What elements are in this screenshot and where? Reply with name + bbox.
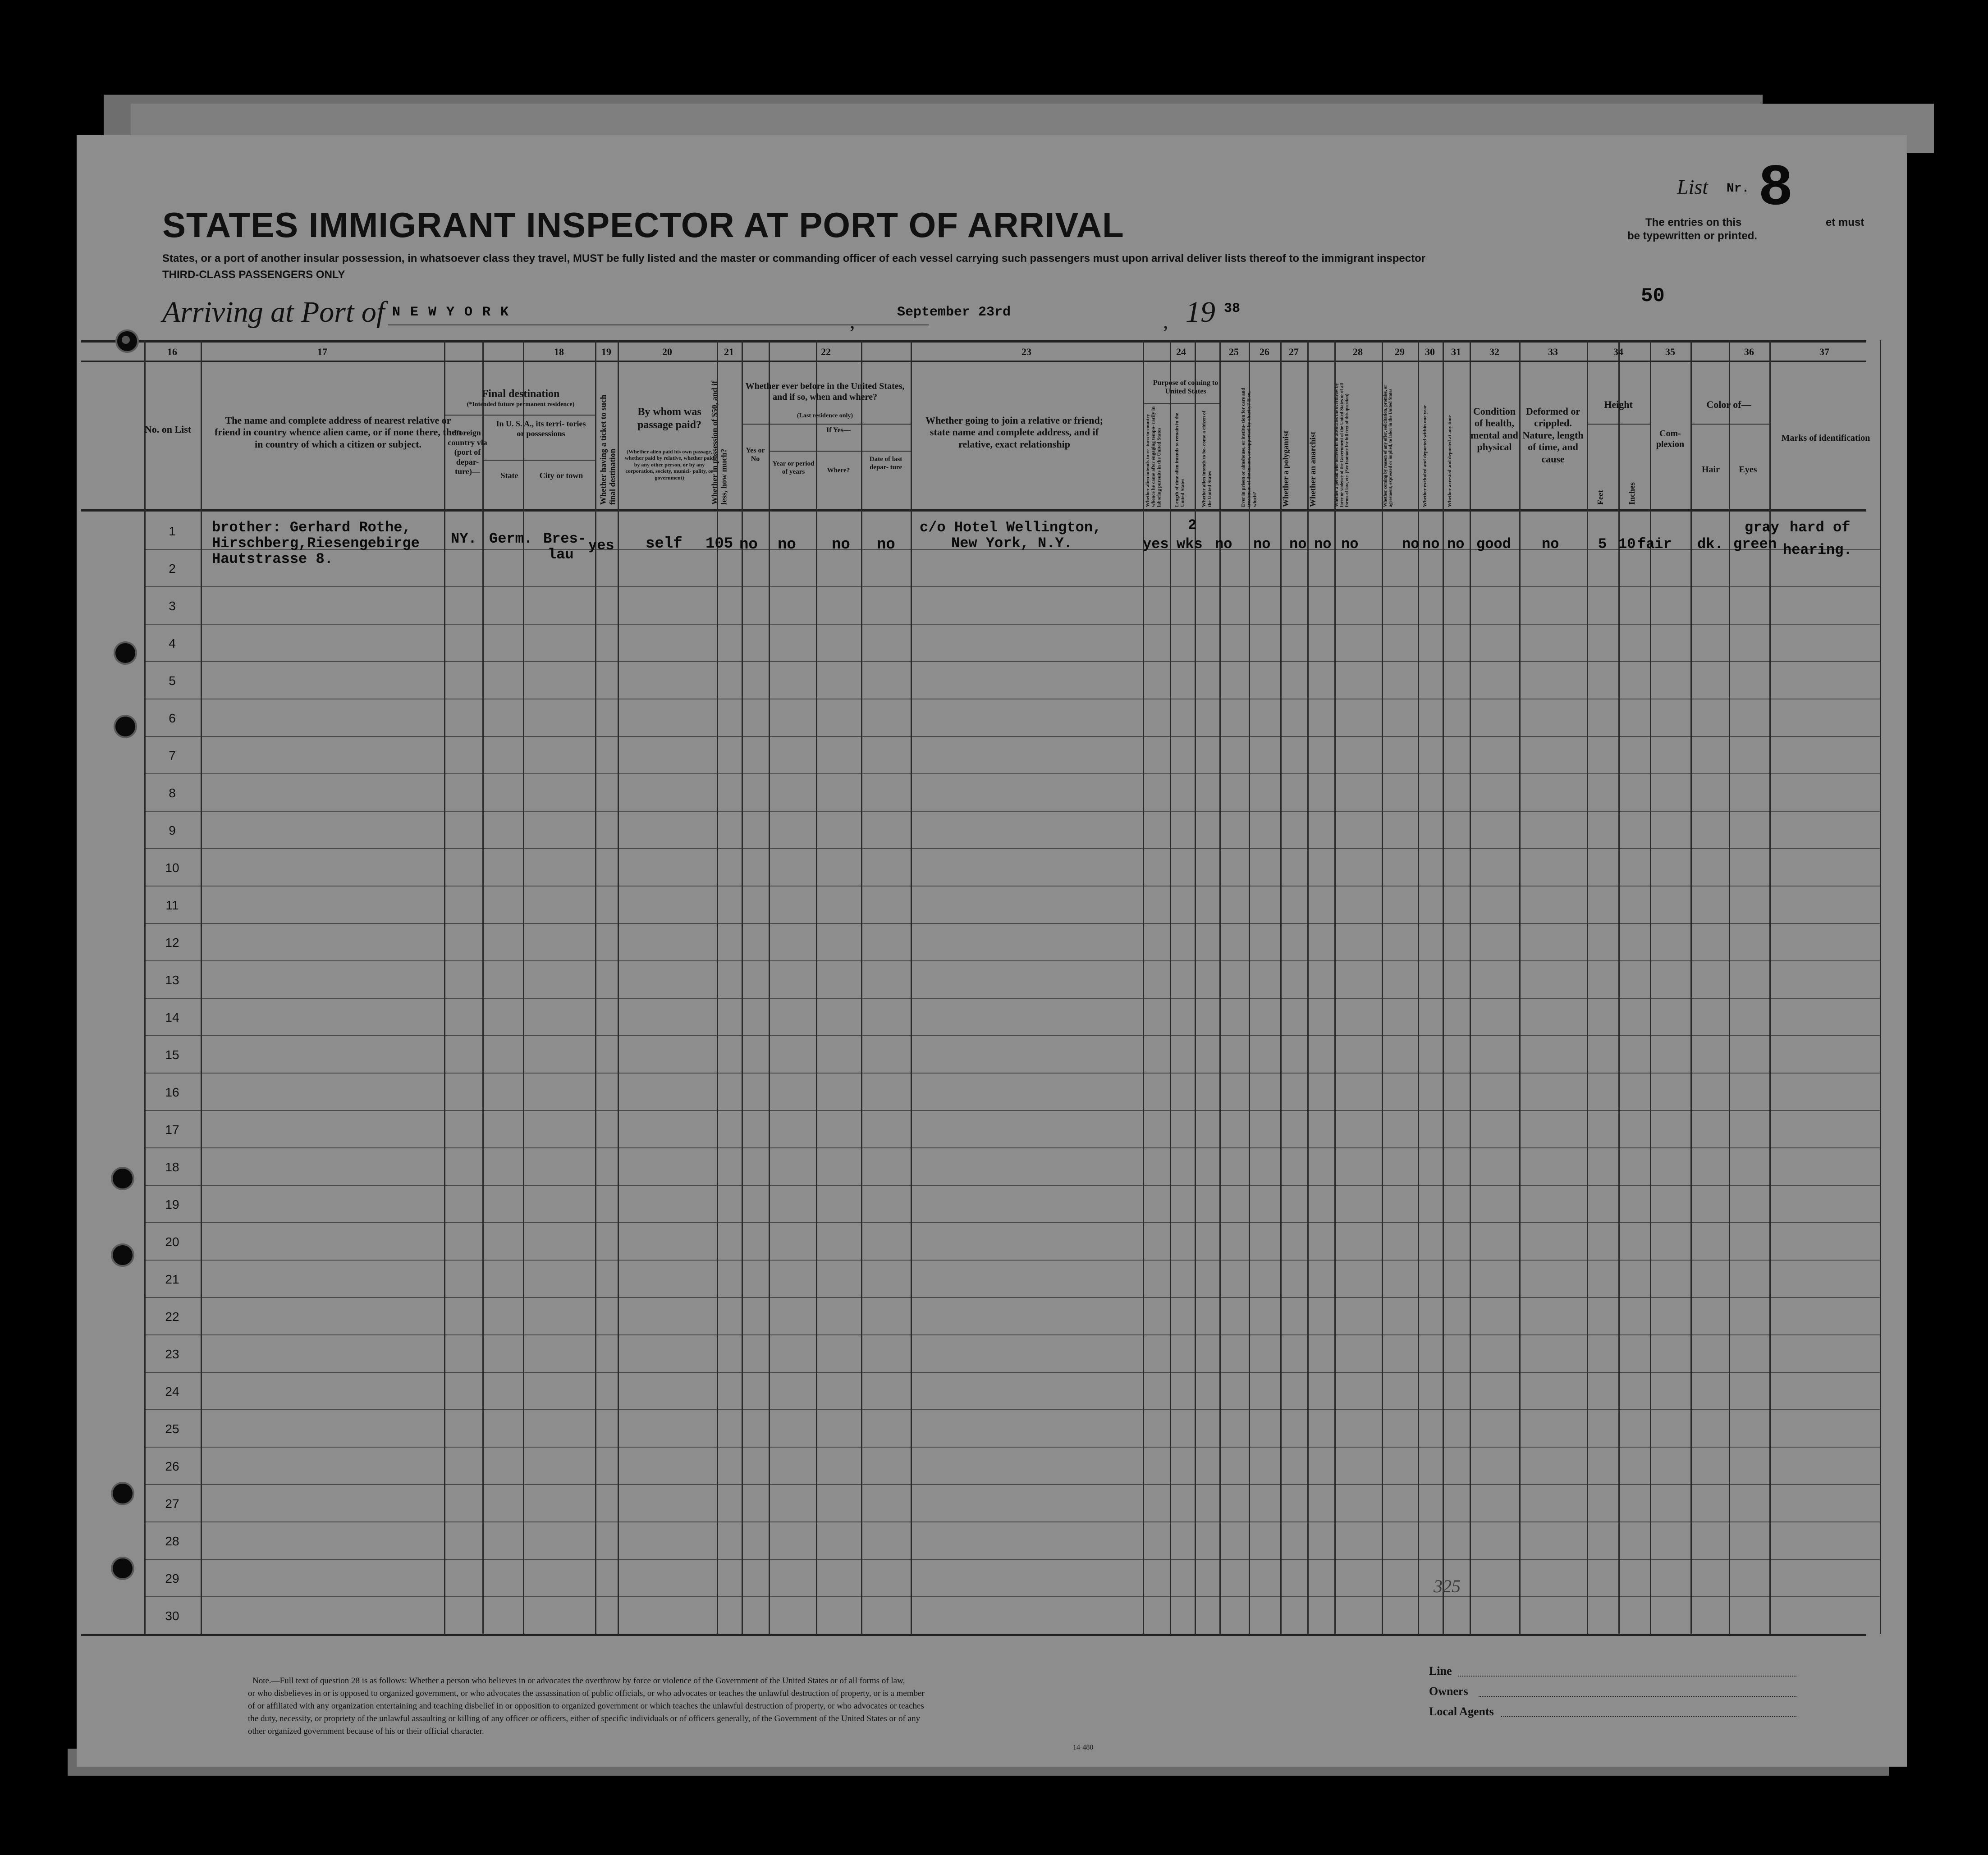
entry-health: good (1476, 536, 1511, 553)
column-number: 17 (317, 346, 327, 357)
column-line (816, 340, 817, 1634)
col36-header: Color of— (1706, 399, 1751, 410)
row-number: 27 (165, 1497, 179, 1511)
column-number: 37 (1819, 346, 1829, 357)
row-number: 11 (165, 898, 179, 912)
entry-inches: 10 (1618, 536, 1636, 553)
column-number: 16 (167, 346, 177, 357)
entry-marks-line2: hearing. (1783, 542, 1852, 558)
col22-ifyes: If Yes— (826, 426, 851, 434)
comma-2: , (1163, 310, 1168, 333)
row-number: 25 (165, 1422, 179, 1436)
col25-header: Ever in prison or almshouse, or institu- tion for care and treatment of the insane, or supported by charity? If so, which? (1241, 388, 1258, 507)
col21-header: Whether in possession of $50, and if less, how much? (710, 380, 728, 505)
col20-header: By whom was passage paid? (637, 406, 702, 431)
col31-header: Whether arrested and deported at any time (1447, 415, 1452, 507)
entry-foreign-via: NY. (451, 530, 477, 547)
column-line (1418, 340, 1419, 1634)
column-number: 20 (662, 346, 672, 357)
column-line (911, 340, 912, 1634)
column-number: 21 (724, 346, 734, 357)
subheader-rule (482, 460, 595, 461)
entries-note-3: be typewritten or printed. (1627, 230, 1758, 242)
entry-citizen: no (1215, 536, 1232, 553)
binder-hole (115, 643, 135, 663)
row-number: 7 (169, 749, 176, 763)
column-number: 32 (1489, 346, 1499, 357)
form-code: 14-480 (1073, 1744, 1094, 1751)
entry-date-departure: no (877, 536, 895, 553)
row-number: 16 (165, 1085, 179, 1099)
column-line (1382, 340, 1383, 1634)
subheader-rule (769, 451, 911, 452)
column-line (1880, 340, 1881, 1634)
column-line (144, 340, 146, 1634)
column-line (1280, 340, 1282, 1634)
form-sheet (77, 135, 1907, 1767)
column-line (1249, 340, 1250, 1634)
column-line (1618, 340, 1620, 1634)
column-line (1143, 340, 1144, 1634)
entry-money: 105 (705, 535, 733, 553)
col18-subheader: (*Intended future permanent residence) (467, 401, 575, 408)
row-number: 23 (165, 1347, 179, 1361)
column-number: 34 (1613, 346, 1623, 357)
col34-header: Height (1604, 399, 1633, 410)
col28-header: Whether a person who believes in or advocates the overthrow by force or violence of the Government of the United States or of all forms of law, etc. (See footnote for full text of this question) (1334, 383, 1350, 507)
col34-inches: Inches (1627, 482, 1636, 505)
col22-where: Where? (827, 467, 850, 474)
column-line (201, 340, 202, 1634)
entry-join-line1: c/o Hotel Wellington, (920, 519, 1102, 536)
entry-relative-line2: Hirschberg,Riesengebirge (212, 535, 420, 552)
port-value: N E W Y O R K (392, 305, 510, 320)
row-number: 12 (165, 936, 179, 950)
entry-complexion: fair (1637, 536, 1672, 553)
table-bottom-rule (81, 1634, 1866, 1636)
margin-pencil-mark: 325 (1434, 1576, 1461, 1596)
footer-owners-label: Owners (1429, 1685, 1468, 1698)
entry-marks-line1: hard of (1790, 519, 1851, 536)
column-number: 36 (1744, 346, 1754, 357)
footer-note-line1: Note.—Full text of question 28 is as follows: Whether a person who believes in or advocates the overthrow by force or violence of the Government of the United States or of all forms of law, (252, 1676, 905, 1686)
column-number: 25 (1229, 346, 1239, 357)
col18-foreign: Foreign country via (port of depar- ture)— (448, 428, 487, 476)
column-number: 23 (1021, 346, 1031, 357)
footer-owners-underline (1479, 1696, 1796, 1698)
row-number: 1 (169, 524, 176, 538)
entry-year-period: no (778, 536, 796, 553)
col18-city: City or town (539, 471, 583, 480)
entry-purpose-return: yes (1143, 536, 1169, 553)
col22-yesno: Yes or No (746, 447, 765, 463)
row-number: 26 (165, 1459, 179, 1473)
row-number: 13 (165, 973, 179, 987)
binder-hole (122, 336, 130, 344)
year-suffix: 38 (1224, 301, 1241, 316)
list-label: List (1677, 175, 1709, 198)
column-line (1334, 340, 1336, 1634)
entry-paid-by: self (646, 535, 683, 553)
col18-state: State (500, 471, 518, 480)
col29-header: Whether coming by reason of any offer, solicitation, promise, or agreement, expressed or implied, to labor in the United States (1383, 384, 1393, 507)
column-number: 30 (1425, 346, 1435, 357)
entry-anarchist: no (1314, 536, 1332, 553)
col18-header: Final destination (481, 388, 560, 400)
entry-length-top: 2 (1188, 517, 1197, 534)
col24-header: Purpose of coming to United States (1153, 379, 1218, 396)
footer-note-line5: other organized government because of his or their official character. (248, 1727, 484, 1736)
column-line (1587, 340, 1588, 1634)
entry-eyes: green (1733, 536, 1777, 553)
subheader-rule (1690, 424, 1769, 425)
row-number: 22 (165, 1310, 179, 1324)
column-line (1650, 340, 1651, 1634)
column-line (769, 340, 770, 1634)
col17-header: The name and complete address of nearest relative or friend in country whence alien came, or if none there, then in country of which a citizen or subject. (215, 415, 462, 450)
list-nr-label: Nr. (1727, 182, 1750, 196)
footer-note-line3: of or affiliated with any organization entertaining and teaching disbelief in or opposition to organized government or which teaches the unlawful destruction of property, or who advocates or teaches (248, 1701, 924, 1711)
row-number: 19 (165, 1197, 179, 1211)
entry-eyes-top: gray (1745, 519, 1779, 536)
column-line (1195, 340, 1196, 1634)
row-number: 18 (165, 1160, 179, 1174)
header-bottom-rule (81, 509, 1866, 512)
col22-subheader: (Last residence only) (797, 412, 853, 419)
column-number: 35 (1665, 346, 1675, 357)
row-number: 8 (169, 786, 176, 800)
col20-subheader: (Whether alien paid his own passage, whether paid by relative, whether paid by any other person, or by any corporation, society, munici- pality, or government) (624, 448, 714, 481)
column-number: 24 (1176, 346, 1186, 357)
entry-excluded: no (1422, 536, 1440, 553)
row-number: 6 (169, 711, 176, 725)
col33-header: Deformed or crippled. Nature, length of time, and cause (1522, 406, 1584, 465)
row-number: 9 (169, 823, 176, 837)
col32-header: Condition of health, mental and physical (1470, 406, 1518, 453)
col26-header: Whether a polygamist (1281, 430, 1290, 507)
entry-join-line2: New York, N.Y. (951, 535, 1072, 552)
comma-1: , (850, 310, 855, 333)
column-line (1170, 340, 1171, 1634)
binder-hole (115, 717, 135, 736)
column-number: 22 (821, 346, 831, 357)
col34-feet: Feet (1596, 490, 1605, 505)
entry-deformed: no (1542, 536, 1559, 553)
form-title: STATES IMMIGRANT INSPECTOR AT PORT OF ARRIVAL (162, 205, 1124, 245)
column-number: 29 (1395, 346, 1405, 357)
table-top-rule (81, 340, 1866, 343)
row-number: 30 (165, 1609, 179, 1623)
entries-note-1: The entries on this (1645, 216, 1742, 228)
row-number: 3 (169, 599, 176, 613)
footer-note-line2: or who disbelieves in or is opposed to organized government, or who advocates the assassination of public officials, or who advocates or teaches the unlawful destruction of property, or is a member (248, 1689, 925, 1698)
col35-header: Com- plexion (1656, 429, 1685, 449)
column-number: 33 (1548, 346, 1558, 357)
column-line (1307, 340, 1309, 1634)
entry-relative-line3: Hautstrasse 8. (212, 551, 333, 567)
arrival-date: September 23rd (897, 305, 1011, 320)
col16-header: No. on List (144, 424, 192, 435)
entry-hair: dk. (1697, 536, 1723, 553)
entry-offer: no (1402, 536, 1420, 553)
col30-header: Whether excluded and deported within one year (1422, 405, 1428, 507)
col24-return: Whether alien intends to re- turn to country whence he came after engaging tempo- rarily in laboring pursuits in the United States (1145, 406, 1162, 507)
column-line (1690, 340, 1692, 1634)
col27-header: Whether an anarchist (1308, 431, 1317, 507)
binder-hole (113, 1169, 133, 1188)
column-line (742, 340, 743, 1634)
column-line (618, 340, 619, 1634)
column-number: 27 (1289, 346, 1299, 357)
sheet-count: 50 (1641, 285, 1665, 307)
entry-relative-line1: brother: Gerhard Rothe, (212, 519, 411, 536)
col22-date: Date of last depar- ture (869, 456, 902, 471)
footer-agents-label: Local Agents (1429, 1705, 1494, 1718)
row-number: 4 (169, 636, 176, 650)
entry-feet: 5 (1598, 536, 1607, 553)
entry-state: Germ. (489, 530, 533, 547)
footer-line-underline (1458, 1676, 1796, 1677)
row-number: 2 (169, 562, 176, 576)
entry-arrested: no (1447, 536, 1465, 553)
column-number: 28 (1353, 346, 1363, 357)
entry-prison: no (1253, 536, 1271, 553)
col36-hair: Hair (1702, 465, 1720, 475)
footer-line-label: Line (1429, 1664, 1452, 1677)
row-number: 15 (165, 1048, 179, 1062)
column-line (482, 340, 484, 1634)
col24-length: Length of time alien intends to remain in the United States (1174, 413, 1186, 507)
column-number: 26 (1260, 346, 1269, 357)
col22-year: Year or period of years (772, 460, 815, 475)
entry-city-line2: lau (548, 546, 574, 563)
col36-eyes: Eyes (1739, 465, 1757, 475)
column-number: 31 (1451, 346, 1461, 357)
row-number: 17 (165, 1123, 179, 1137)
row-number: 21 (165, 1272, 179, 1286)
column-line (1519, 340, 1521, 1634)
column-line (1219, 340, 1221, 1634)
column-line (444, 340, 445, 1634)
entries-note-2: et must (1826, 216, 1864, 228)
binder-hole (113, 1558, 133, 1578)
column-line (1470, 340, 1471, 1634)
entry-ticket: yes (588, 537, 614, 554)
row-number: 28 (165, 1534, 179, 1548)
column-line (595, 340, 596, 1634)
binder-hole (113, 1245, 133, 1265)
subheader-rule (1143, 403, 1219, 404)
column-line (861, 340, 862, 1634)
subheader-rule (742, 424, 911, 425)
column-number: 18 (554, 346, 564, 357)
col19-header: Whether having a ticket to such final destination (599, 394, 617, 505)
col18-usa: In U. S. A., its terri- tories or possessions (496, 419, 586, 438)
col37-header: Marks of identification (1781, 433, 1870, 443)
subheader-rule (1587, 424, 1650, 425)
footer-agents-underline (1501, 1716, 1796, 1718)
column-line (1443, 340, 1444, 1634)
year-prefix: 19 (1186, 296, 1215, 329)
row-number: 14 (165, 1010, 179, 1024)
row-number: 5 (169, 674, 176, 688)
row-number: 20 (165, 1235, 179, 1249)
arriving-label: Arriving at Port of (162, 296, 385, 329)
row-number: 10 (165, 861, 179, 875)
entry-length-unit: wks (1177, 536, 1203, 553)
entry-polygamist: no (1289, 536, 1307, 553)
column-number: 19 (601, 346, 611, 357)
footer-note-line4: the duty, necessity, or propriety of the unlawful assaulting or killing of any officer or officers, either of specific individuals or of officers generally, of the Government of the United States or of any (248, 1714, 921, 1723)
list-number: 8 (1758, 156, 1794, 222)
column-line (717, 340, 718, 1634)
entry-before-in-us: no (739, 536, 758, 553)
colnum-rule (81, 361, 1866, 362)
column-line (1729, 340, 1730, 1634)
entry-where: no (832, 536, 850, 553)
row-number: 24 (165, 1384, 179, 1398)
col23-header: Whether going to join a relative or friend; state name and complete address, and if relative, exact relationship (925, 415, 1104, 450)
col22-header: Whether ever before in the United States, and if so, when and where? (745, 381, 905, 402)
subheader-rule (444, 415, 595, 416)
entry-overthrow: no (1341, 536, 1359, 553)
row-number: 29 (165, 1572, 179, 1585)
col24-citizen: Whether alien intends to be- come a citizen of the United States (1201, 411, 1213, 507)
form-instruction: States, or a port of another insular possession, in whatsoever class they travel, MUST be fully listed and the master or commanding officer of each vessel carrying such passengers must upon arrival deliver lists thereof to the immigrant inspector (162, 252, 1426, 265)
binder-hole (113, 1484, 133, 1503)
port-underline (388, 324, 929, 325)
entry-city-line1: Bres- (543, 530, 587, 547)
third-class-label: THIRD-CLASS PASSENGERS ONLY (162, 269, 345, 281)
